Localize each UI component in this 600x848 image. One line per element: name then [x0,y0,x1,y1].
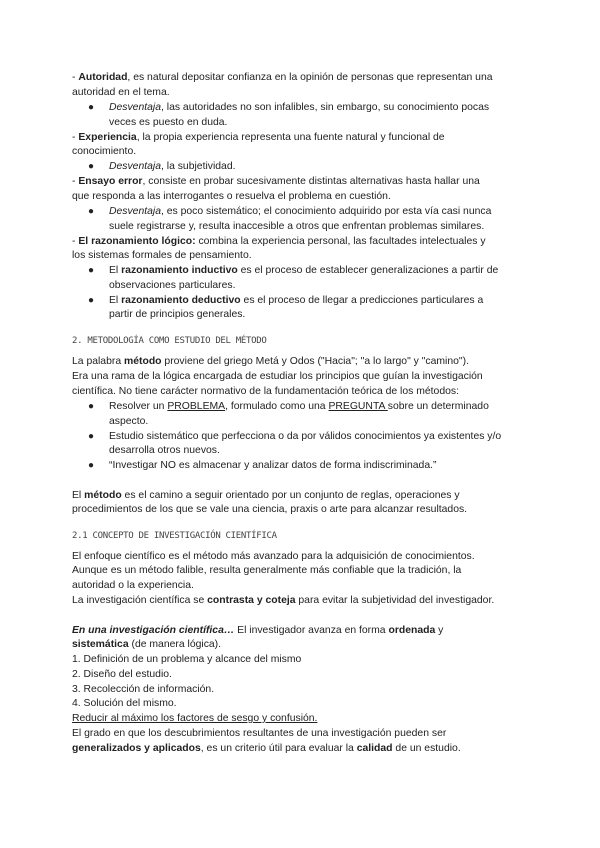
razonamiento-deductivo: El razonamiento deductivo es el proceso de llegar a predicciones particulares a [109,295,484,306]
ensayo-line: - Ensayo error, consiste en probar sucesivamente distintas alternativas hasta hallar una [72,176,480,187]
section-2-1-p8: generalizados y aplicados, es un criterio útil para evaluar la calidad de un estudio. [72,743,461,754]
razonamiento-deductivo-2: partir de principios generales. [109,309,246,320]
experiencia-desventaja: Desventaja, la subjetividad. [109,161,236,172]
section-2-p2: Era una rama de la lógica encargada de estudiar los principios que guían la investigación [72,371,483,382]
section-2-bullet-1: Resolver un PROBLEMA, formulado como una PREGUNTA sobre un determinado [109,401,489,412]
experiencia-line: - Experiencia, la propia experiencia representa una fuente natural y funcional de [72,132,445,143]
razonamiento-inductivo-2: observaciones particulares. [109,280,236,291]
list-item: 1. Definición de un problema y alcance del mismo [72,654,302,665]
experiencia-line-2: conocimiento. [72,146,137,157]
section-2-1-heading: 2.1 CONCEPTO DE INVESTIGACIÓN CIENTÍFICA [72,531,277,541]
bullet-icon: ● [88,401,95,412]
razonamiento-line: - El razonamiento lógico: combina la experiencia personal, las facultades intelectuales y [72,236,486,247]
razonamiento-term: El razonamiento lógico: [78,236,196,247]
razonamiento-line-2: los sistemas formales de pensamiento. [72,250,252,261]
autoridad-term: Autoridad [78,72,128,83]
section-2-p4: El método es el camino a seguir orientado por un conjunto de reglas, operaciones y [72,490,460,501]
autoridad-line: - Autoridad, es natural depositar confianza en la opinión de personas que representan una [72,72,493,83]
section-2-bullet-3: “Investigar NO es almacenar y analizar datos de forma indiscriminada.” [109,460,437,471]
section-2-1-p2: Aunque es un método falible, resulta generalmente más confiable que la tradición, la [72,565,462,576]
list-item: 4. Solución del mismo. [72,698,177,709]
razonamiento-inductivo: El razonamiento inductivo es el proceso de establecer generalizaciones a partir de [109,265,499,276]
experiencia-term: Experiencia [78,132,137,143]
autoridad-line-2: autoridad en el tema. [72,87,170,98]
ensayo-term: Ensayo error [78,176,143,187]
section-2-p3: científica. No tiene carácter normativo de la fundamentación teórica de los métodos: [72,386,459,397]
section-2-1-p7: El grado en que los descubrimientos resultantes de una investigación pueden ser [72,728,447,739]
section-2-1-p4: La investigación científica se contrasta y coteja para evitar la subjetividad del investigador. [72,595,495,606]
autoridad-desventaja: Desventaja, las autoridades no son infalibles, sin embargo, su conocimiento pocas [109,102,490,113]
ensayo-line-2: que responda a las interrogantes o resuelva el problema en cuestión. [72,191,391,202]
list-item: 3. Recolección de información. [72,684,215,695]
section-2-1-p3: autoridad o la experiencia. [72,580,194,591]
autoridad-desventaja-2: veces es puesto en duda. [109,117,228,128]
bullet-icon: ● [88,206,95,217]
section-2-p4-cont: procedimientos de los que se vale una ciencia, praxis o arte para alcanzar resultados. [72,504,468,515]
section-2-bullet-2-cont: desarrolla otros nuevos. [109,445,220,456]
bullet-icon: ● [88,265,95,276]
bullet-icon: ● [88,460,95,471]
section-2-1-p5: En una investigación científica… El investigador avanza en forma ordenada y [72,625,444,636]
bullet-icon: ● [88,295,95,306]
section-2-bullet-2: Estudio sistemático que perfecciona o da por válidos conocimientos ya existentes y/o [109,431,502,442]
list-item: 2. Diseño del estudio. [72,669,172,680]
bullet-icon: ● [88,161,95,172]
section-2-1-underlined-note: Reducir al máximo los factores de sesgo y confusión. [72,713,318,724]
section-2-bullet-1-cont: aspecto. [109,416,149,427]
bullet-icon: ● [88,102,95,113]
ensayo-desventaja-2: suele registrarse y, resulta inaccesible a otros que enfrentan problemas similares. [109,221,485,232]
section-2-1-p1: El enfoque científico es el método más avanzado para la adquisición de conocimientos. [72,551,475,562]
section-2-p1: La palabra método proviene del griego Metá y Odos ("Hacia"; "a lo largo" y "camino"). [72,356,469,367]
section-2-1-p6: sistemática (de manera lógica). [72,639,222,650]
bullet-icon: ● [88,431,95,442]
ensayo-desventaja: Desventaja, es poco sistemático; el conocimiento adquirido por esta vía casi nunca [109,206,492,217]
section-2-heading: 2. METODOLOGÍA COMO ESTUDIO DEL MÉTODO [72,336,267,346]
